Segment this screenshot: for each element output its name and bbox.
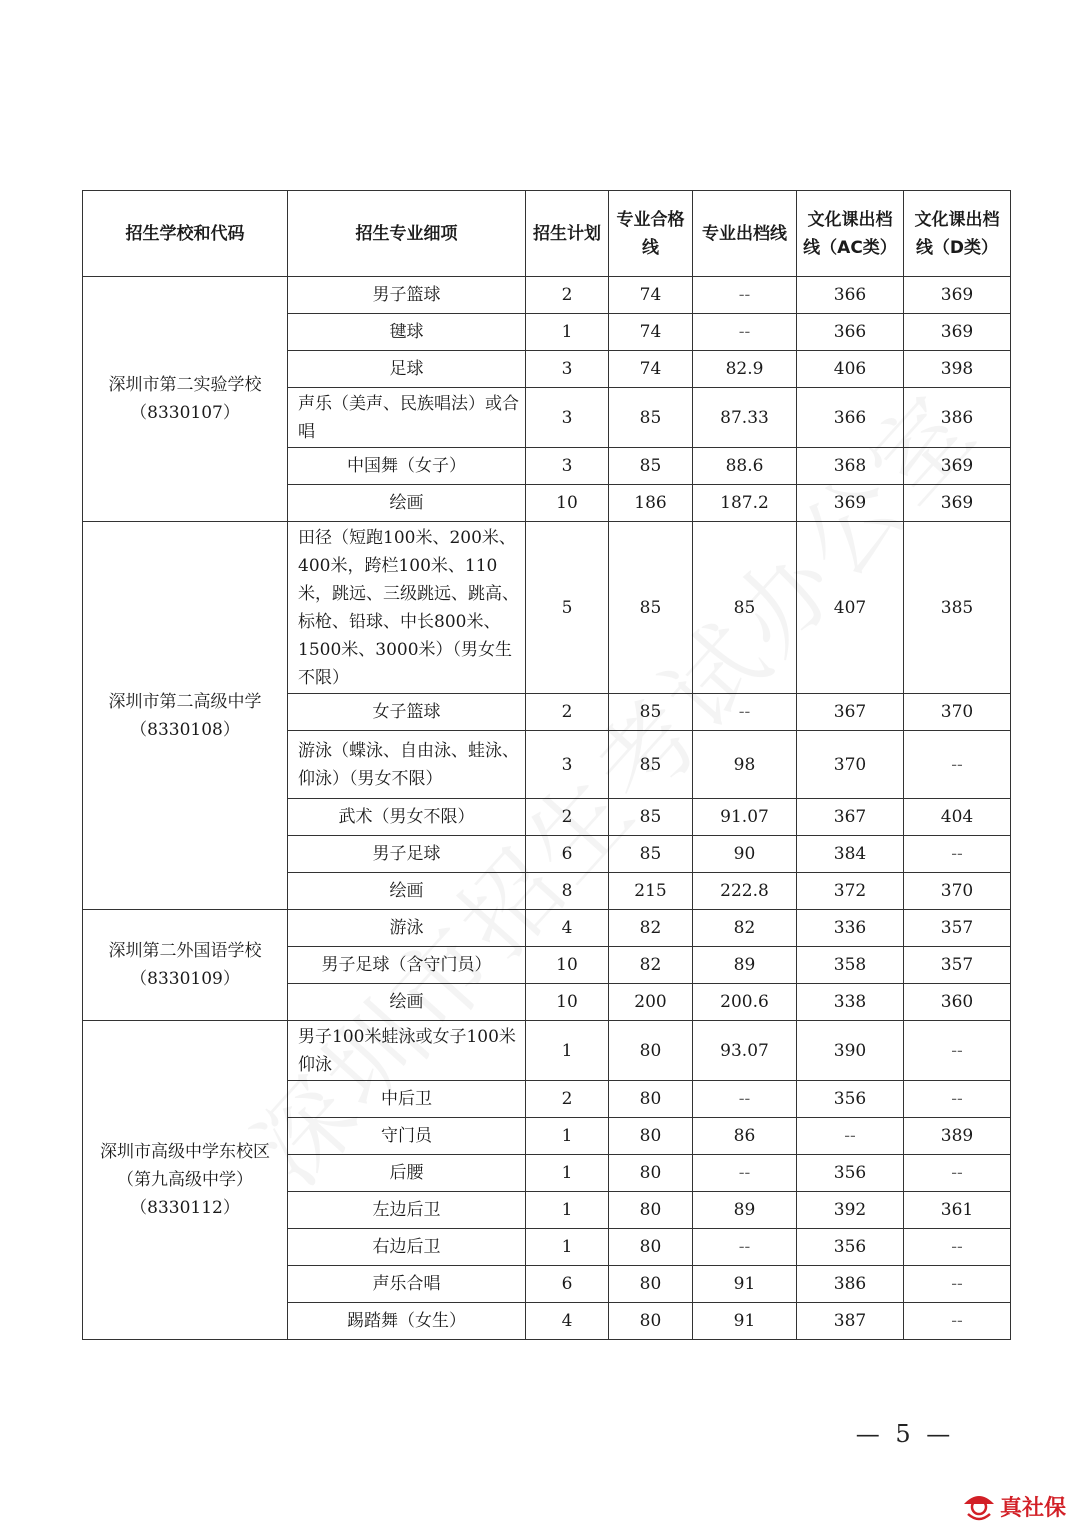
d-line-cell: 404 — [904, 799, 1011, 836]
plan-cell: 1 — [526, 314, 609, 351]
out-line-cell: 90 — [693, 836, 797, 873]
pass-line-cell: 85 — [609, 799, 693, 836]
pass-line-cell: 80 — [609, 1266, 693, 1303]
ac-line-cell: 367 — [797, 799, 904, 836]
d-line-cell: -- — [904, 836, 1011, 873]
ac-line-cell: 387 — [797, 1303, 904, 1340]
d-line-cell: -- — [904, 1081, 1011, 1118]
ac-line-cell: -- — [797, 1118, 904, 1155]
ac-line-cell: 367 — [797, 694, 904, 731]
ac-line-cell: 356 — [797, 1081, 904, 1118]
ac-line-cell: 392 — [797, 1192, 904, 1229]
out-line-cell: 91.07 — [693, 799, 797, 836]
d-line-cell: -- — [904, 1021, 1011, 1081]
plan-cell: 2 — [526, 694, 609, 731]
plan-cell: 1 — [526, 1229, 609, 1266]
ac-line-cell: 407 — [797, 522, 904, 694]
plan-cell: 2 — [526, 799, 609, 836]
item-cell: 足球 — [288, 351, 526, 388]
table-header-row — [83, 191, 1011, 277]
plan-cell: 3 — [526, 448, 609, 485]
pass-line-cell: 74 — [609, 277, 693, 314]
pass-line-cell: 85 — [609, 694, 693, 731]
table-row — [83, 910, 1011, 947]
table-row — [83, 1021, 1011, 1081]
ac-line-cell: 358 — [797, 947, 904, 984]
out-line-cell: 82 — [693, 910, 797, 947]
item-cell: 后腰 — [288, 1155, 526, 1192]
item-cell: 绘画 — [288, 485, 526, 522]
school-cell — [83, 277, 288, 522]
pass-line-cell: 82 — [609, 947, 693, 984]
pass-line-cell: 80 — [609, 1118, 693, 1155]
d-line-cell: 389 — [904, 1118, 1011, 1155]
plan-cell: 8 — [526, 873, 609, 910]
ac-line-cell: 366 — [797, 314, 904, 351]
plan-cell: 1 — [526, 1118, 609, 1155]
plan-cell: 10 — [526, 984, 609, 1021]
school-name: 深圳市第二实验学校 — [108, 375, 262, 395]
out-line-cell: 87.33 — [693, 388, 797, 448]
plan-cell: 1 — [526, 1192, 609, 1229]
plan-cell: 1 — [526, 1021, 609, 1081]
item-cell: 男子100米蛙泳或女子100米仰泳 — [288, 1021, 526, 1081]
item-cell: 右边后卫 — [288, 1229, 526, 1266]
ac-line-cell: 336 — [797, 910, 904, 947]
school-cell — [83, 1021, 288, 1340]
item-cell: 男子足球 — [288, 836, 526, 873]
header-ac-line: 文化课出档线（AC类） — [797, 191, 904, 277]
item-cell: 左边后卫 — [288, 1192, 526, 1229]
header-school: 招生学校和代码 — [83, 191, 288, 277]
plan-cell: 5 — [526, 522, 609, 694]
out-line-cell: 89 — [693, 947, 797, 984]
ac-line-cell: 356 — [797, 1229, 904, 1266]
logo-text: 真社保 — [1000, 1495, 1067, 1521]
header-d-line: 文化课出档线（D类） — [904, 191, 1011, 277]
item-cell: 武术（男女不限） — [288, 799, 526, 836]
item-cell: 男子篮球 — [288, 277, 526, 314]
pass-line-cell: 82 — [609, 910, 693, 947]
school-cell — [83, 522, 288, 910]
item-cell: 声乐（美声、民族唱法）或合唱 — [288, 388, 526, 448]
ac-line-cell: 372 — [797, 873, 904, 910]
school-code: （8330108） — [130, 719, 240, 740]
d-line-cell: -- — [904, 1155, 1011, 1192]
page-number: — 5 — — [855, 1420, 955, 1448]
pass-line-cell: 74 — [609, 314, 693, 351]
ac-line-cell: 384 — [797, 836, 904, 873]
plan-cell: 4 — [526, 910, 609, 947]
d-line-cell: -- — [904, 1229, 1011, 1266]
out-line-cell: 93.07 — [693, 1021, 797, 1081]
ac-line-cell: 390 — [797, 1021, 904, 1081]
out-line-cell: 86 — [693, 1118, 797, 1155]
logo-umbrella-icon — [962, 1490, 996, 1522]
item-cell: 守门员 — [288, 1118, 526, 1155]
d-line-cell: 361 — [904, 1192, 1011, 1229]
d-line-cell: 386 — [904, 388, 1011, 448]
pass-line-cell: 80 — [609, 1155, 693, 1192]
header-pass-line: 专业合格线 — [609, 191, 693, 277]
admission-table — [82, 190, 1011, 1340]
plan-cell: 6 — [526, 1266, 609, 1303]
pass-line-cell: 80 — [609, 1229, 693, 1266]
d-line-cell: 369 — [904, 485, 1011, 522]
pass-line-cell: 200 — [609, 984, 693, 1021]
item-cell: 声乐合唱 — [288, 1266, 526, 1303]
out-line-cell: -- — [693, 314, 797, 351]
item-cell: 绘画 — [288, 873, 526, 910]
pass-line-cell: 85 — [609, 388, 693, 448]
school-cell — [83, 910, 288, 1021]
d-line-cell: 398 — [904, 351, 1011, 388]
plan-cell: 2 — [526, 277, 609, 314]
pass-line-cell: 85 — [609, 522, 693, 694]
school-name: 深圳市高级中学东校区（第九高级中学） — [100, 1142, 270, 1190]
item-cell: 踢踏舞（女生） — [288, 1303, 526, 1340]
header-plan: 招生计划 — [526, 191, 609, 277]
d-line-cell: -- — [904, 731, 1011, 799]
item-cell: 中后卫 — [288, 1081, 526, 1118]
ac-line-cell: 369 — [797, 485, 904, 522]
ac-line-cell: 366 — [797, 388, 904, 448]
item-cell: 田径（短跑100米、200米、400米，跨栏100米、110米，跳远、三级跳远、跳高、标枪、铅球、中长800米、1500米、3000米）（男女生不限） — [288, 522, 526, 694]
out-line-cell: 89 — [693, 1192, 797, 1229]
table-row — [83, 277, 1011, 314]
school-code: （8330112） — [130, 1198, 240, 1218]
school-name: 深圳市第二高级中学 — [108, 691, 262, 712]
d-line-cell: 369 — [904, 448, 1011, 485]
brand-logo — [962, 1488, 1066, 1524]
ac-line-cell: 338 — [797, 984, 904, 1021]
out-line-cell: -- — [693, 1229, 797, 1266]
d-line-cell: 369 — [904, 314, 1011, 351]
d-line-cell: 370 — [904, 694, 1011, 731]
out-line-cell: 200.6 — [693, 984, 797, 1021]
ac-line-cell: 366 — [797, 277, 904, 314]
d-line-cell: 385 — [904, 522, 1011, 694]
item-cell: 女子篮球 — [288, 694, 526, 731]
ac-line-cell: 386 — [797, 1266, 904, 1303]
ac-line-cell: 406 — [797, 351, 904, 388]
plan-cell: 6 — [526, 836, 609, 873]
pass-line-cell: 85 — [609, 836, 693, 873]
school-code: （8330107） — [130, 403, 240, 423]
d-line-cell: 357 — [904, 947, 1011, 984]
plan-cell: 3 — [526, 731, 609, 799]
header-item: 招生专业细项 — [288, 191, 526, 277]
out-line-cell: 91 — [693, 1266, 797, 1303]
d-line-cell: 357 — [904, 910, 1011, 947]
item-cell: 中国舞（女子） — [288, 448, 526, 485]
out-line-cell: 82.9 — [693, 351, 797, 388]
school-code: （8330109） — [130, 969, 240, 989]
pass-line-cell: 85 — [609, 448, 693, 485]
table-body — [83, 277, 1011, 1340]
item-cell: 男子足球（含守门员） — [288, 947, 526, 984]
pass-line-cell: 74 — [609, 351, 693, 388]
out-line-cell: -- — [693, 694, 797, 731]
ac-line-cell: 368 — [797, 448, 904, 485]
item-cell: 游泳（蝶泳、自由泳、蛙泳、仰泳）（男女不限） — [288, 731, 526, 799]
d-line-cell: -- — [904, 1303, 1011, 1340]
plan-cell: 3 — [526, 351, 609, 388]
pass-line-cell: 215 — [609, 873, 693, 910]
plan-cell: 1 — [526, 1155, 609, 1192]
pass-line-cell: 186 — [609, 485, 693, 522]
plan-cell: 3 — [526, 388, 609, 448]
d-line-cell: 369 — [904, 277, 1011, 314]
d-line-cell: -- — [904, 1266, 1011, 1303]
table-row — [83, 522, 1011, 694]
out-line-cell: 98 — [693, 731, 797, 799]
out-line-cell: 88.6 — [693, 448, 797, 485]
out-line-cell: 91 — [693, 1303, 797, 1340]
pass-line-cell: 80 — [609, 1303, 693, 1340]
d-line-cell: 360 — [904, 984, 1011, 1021]
ac-line-cell: 356 — [797, 1155, 904, 1192]
pass-line-cell: 80 — [609, 1192, 693, 1229]
out-line-cell: -- — [693, 1081, 797, 1118]
item-cell: 绘画 — [288, 984, 526, 1021]
out-line-cell: -- — [693, 277, 797, 314]
school-name: 深圳第二外国语学校 — [108, 941, 262, 961]
plan-cell: 4 — [526, 1303, 609, 1340]
pass-line-cell: 80 — [609, 1021, 693, 1081]
plan-cell: 10 — [526, 947, 609, 984]
header-out-line: 专业出档线 — [693, 191, 797, 277]
plan-cell: 2 — [526, 1081, 609, 1118]
out-line-cell: -- — [693, 1155, 797, 1192]
pass-line-cell: 80 — [609, 1081, 693, 1118]
plan-cell: 10 — [526, 485, 609, 522]
ac-line-cell: 370 — [797, 731, 904, 799]
item-cell: 游泳 — [288, 910, 526, 947]
out-line-cell: 187.2 — [693, 485, 797, 522]
out-line-cell: 222.8 — [693, 873, 797, 910]
item-cell: 毽球 — [288, 314, 526, 351]
out-line-cell: 85 — [693, 522, 797, 694]
d-line-cell: 370 — [904, 873, 1011, 910]
pass-line-cell: 85 — [609, 731, 693, 799]
